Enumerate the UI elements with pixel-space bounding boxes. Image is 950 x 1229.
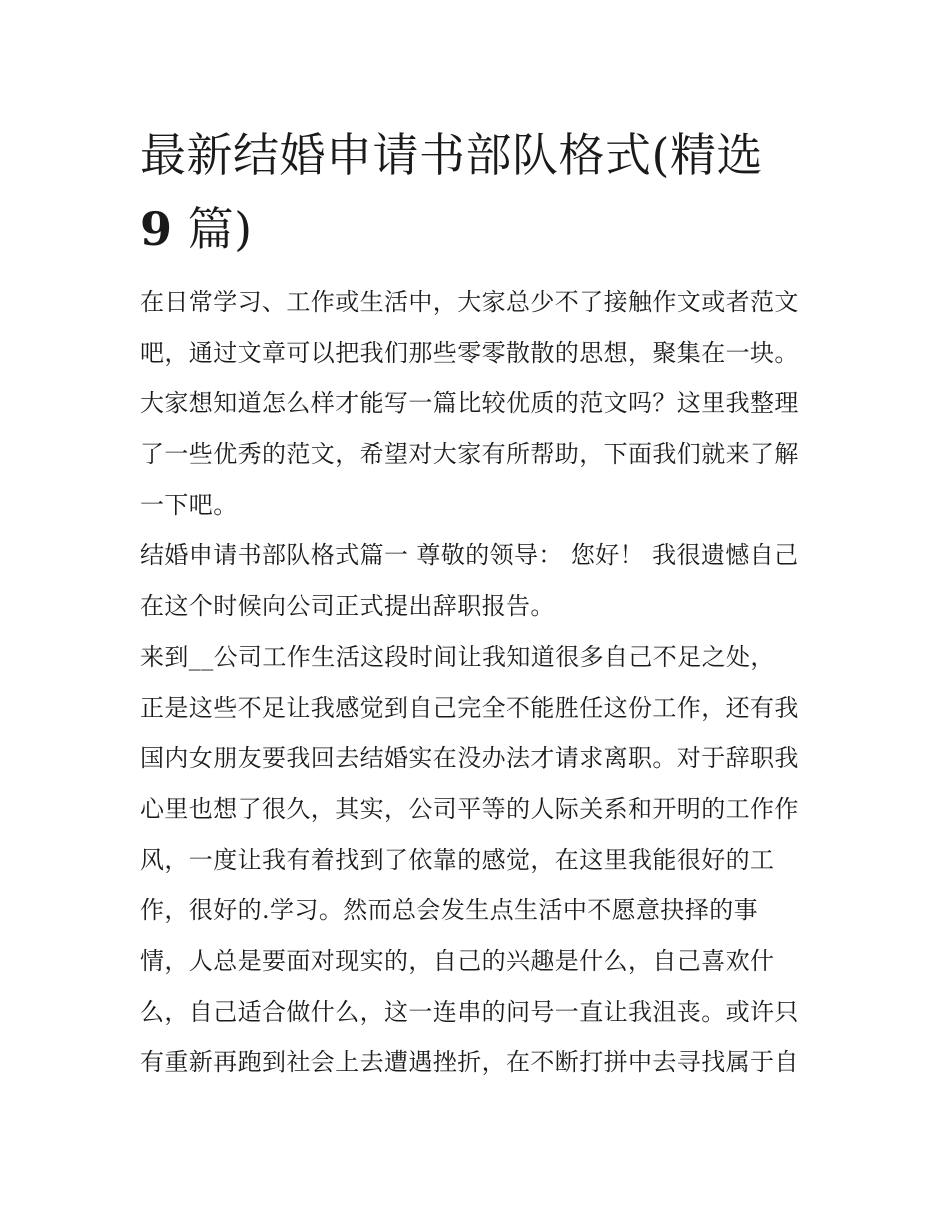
body-line: 吧，通过文章可以把我们那些零零散散的思想，聚集在一块。 xyxy=(140,338,799,367)
body-line: 结婚申请书部队格式篇一 尊敬的领导： 您好！ 我很遗憾自己 xyxy=(140,541,799,570)
document-title xyxy=(140,118,830,266)
body-line: 么，自己适合做什么，这一连串的问号一直让我沮丧。或许只 xyxy=(140,997,799,1026)
body-line: 在这个时候向公司正式提出辞职报告。 xyxy=(140,592,555,621)
body-line: 国内女朋友要我回去结婚实在没办法才请求离职。对于辞职我 xyxy=(140,744,799,773)
title-suffix: 篇) xyxy=(172,202,253,256)
title-line-1: 最新结婚申请书部队格式(精选 xyxy=(140,128,763,182)
body-line: 正是这些不足让我感觉到自己完全不能胜任这份工作，还有我 xyxy=(140,693,799,722)
body-line: 情，人总是要面对现实的，自己的兴趣是什么，自己喜欢什 xyxy=(140,946,775,975)
title-line-2 xyxy=(140,192,830,266)
body-line: 大家想知道怎么样才能写一篇比较优质的范文吗？这里我整理 xyxy=(140,389,799,418)
body-line: 有重新再跑到社会上去遭遇挫折，在不断打拼中去寻找属于自 xyxy=(140,1048,799,1077)
body-line: 在日常学习、工作或生活中，大家总少不了接触作文或者范文 xyxy=(140,288,799,316)
body-line: 风，一度让我有着找到了依靠的感觉，在这里我能很好的工 xyxy=(140,845,775,874)
title-count: 9 xyxy=(140,202,173,256)
body-line: 了一些优秀的范文，希望对大家有所帮助，下面我们就来了解 xyxy=(140,440,799,469)
body-line: 一下吧。 xyxy=(140,490,238,519)
body-line: 作，很好的.学习。然而总会发生点生活中不愿意抉择的事 xyxy=(140,896,759,925)
body-line: 来到__公司工作生活这段时间让我知道很多自己不足之处， xyxy=(140,642,775,671)
document-body xyxy=(140,277,830,1088)
body-line: 心里也想了很久，其实，公司平等的人际关系和开明的工作作 xyxy=(140,794,799,823)
